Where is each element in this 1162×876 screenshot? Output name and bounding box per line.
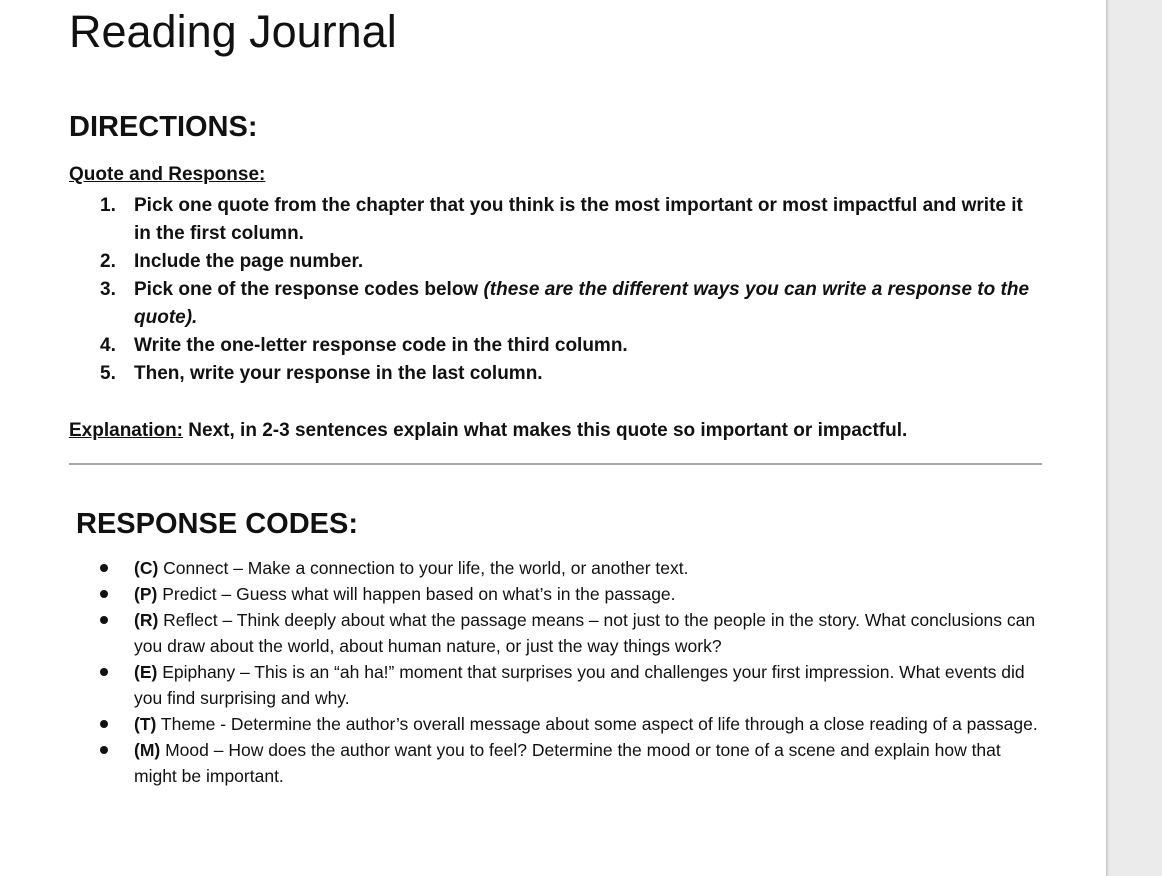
response-codes-list	[100, 555, 1045, 789]
step-number: 2.	[100, 251, 116, 272]
bullet-icon	[100, 720, 108, 728]
bullet-icon	[100, 668, 108, 676]
step-item	[100, 332, 1035, 360]
response-code-item	[100, 737, 1045, 789]
step-number: 5.	[100, 363, 116, 384]
response-code-letter: (E)	[134, 662, 158, 682]
bullet-icon	[100, 616, 108, 624]
response-code-text: Connect – Make a connection to your life, the world, or another text.	[158, 558, 689, 578]
bullet-icon	[100, 590, 108, 598]
document-title: Reading Journal	[69, 6, 397, 57]
step-text: Include the page number.	[134, 251, 364, 272]
step-text: Write the one-letter response code in the third column.	[134, 335, 628, 356]
step-text: Pick one of the response codes below	[134, 279, 484, 300]
response-code-item	[100, 581, 1045, 607]
response-code-letter: (R)	[134, 610, 159, 630]
bullet-icon	[100, 746, 108, 754]
step-item	[100, 248, 1035, 276]
explanation-label: Explanation:	[69, 420, 184, 441]
directions-steps-list	[100, 192, 1035, 388]
step-text: Then, write your response in the last column.	[134, 363, 543, 384]
response-code-item	[100, 555, 1045, 581]
horizontal-divider	[69, 463, 1042, 465]
quote-response-heading: Quote and Response:	[69, 164, 266, 185]
response-code-item	[100, 711, 1045, 737]
response-code-item	[100, 659, 1045, 711]
response-codes-heading: RESPONSE CODES:	[76, 508, 358, 540]
response-code-text: Reflect – Think deeply about what the passage means – not just to the people in the story. What conclusions can you draw about the world, about human nature, or just the way things work?	[134, 610, 1036, 656]
response-code-item	[100, 607, 1045, 659]
explanation-text: Next, in 2-3 sentences explain what makes this quote so important or impactful.	[183, 420, 908, 441]
response-code-letter: (M)	[134, 740, 161, 760]
step-number: 1.	[100, 195, 116, 216]
step-number: 4.	[100, 335, 116, 356]
step-text: Pick one quote from the chapter that you think is the most important or most impactful and write it in the first column.	[134, 195, 1023, 244]
step-number: 3.	[100, 279, 116, 300]
directions-heading: DIRECTIONS:	[69, 111, 258, 143]
response-code-letter: (C)	[134, 558, 159, 578]
explanation-paragraph	[69, 420, 1049, 442]
response-code-text: Predict – Guess what will happen based on what’s in the passage.	[157, 584, 676, 604]
response-code-letter: (T)	[134, 714, 157, 734]
step-item	[100, 360, 1035, 388]
response-code-text: Epiphany – This is an “ah ha!” moment that surprises you and challenges your first impression. What events did you find surprising and why.	[134, 662, 1025, 708]
step-item	[100, 192, 1035, 248]
step-italic-text: (these are the different ways you can write a response to the quote).	[134, 279, 1030, 328]
step-item	[100, 276, 1035, 332]
bullet-icon	[100, 564, 108, 572]
response-code-letter: (P)	[134, 584, 158, 604]
response-code-text: Mood – How does the author want you to feel? Determine the mood or tone of a scene and explain how that might be important.	[134, 740, 1001, 786]
response-code-text: Theme - Determine the author’s overall message about some aspect of life through a close reading of a passage.	[156, 714, 1038, 734]
